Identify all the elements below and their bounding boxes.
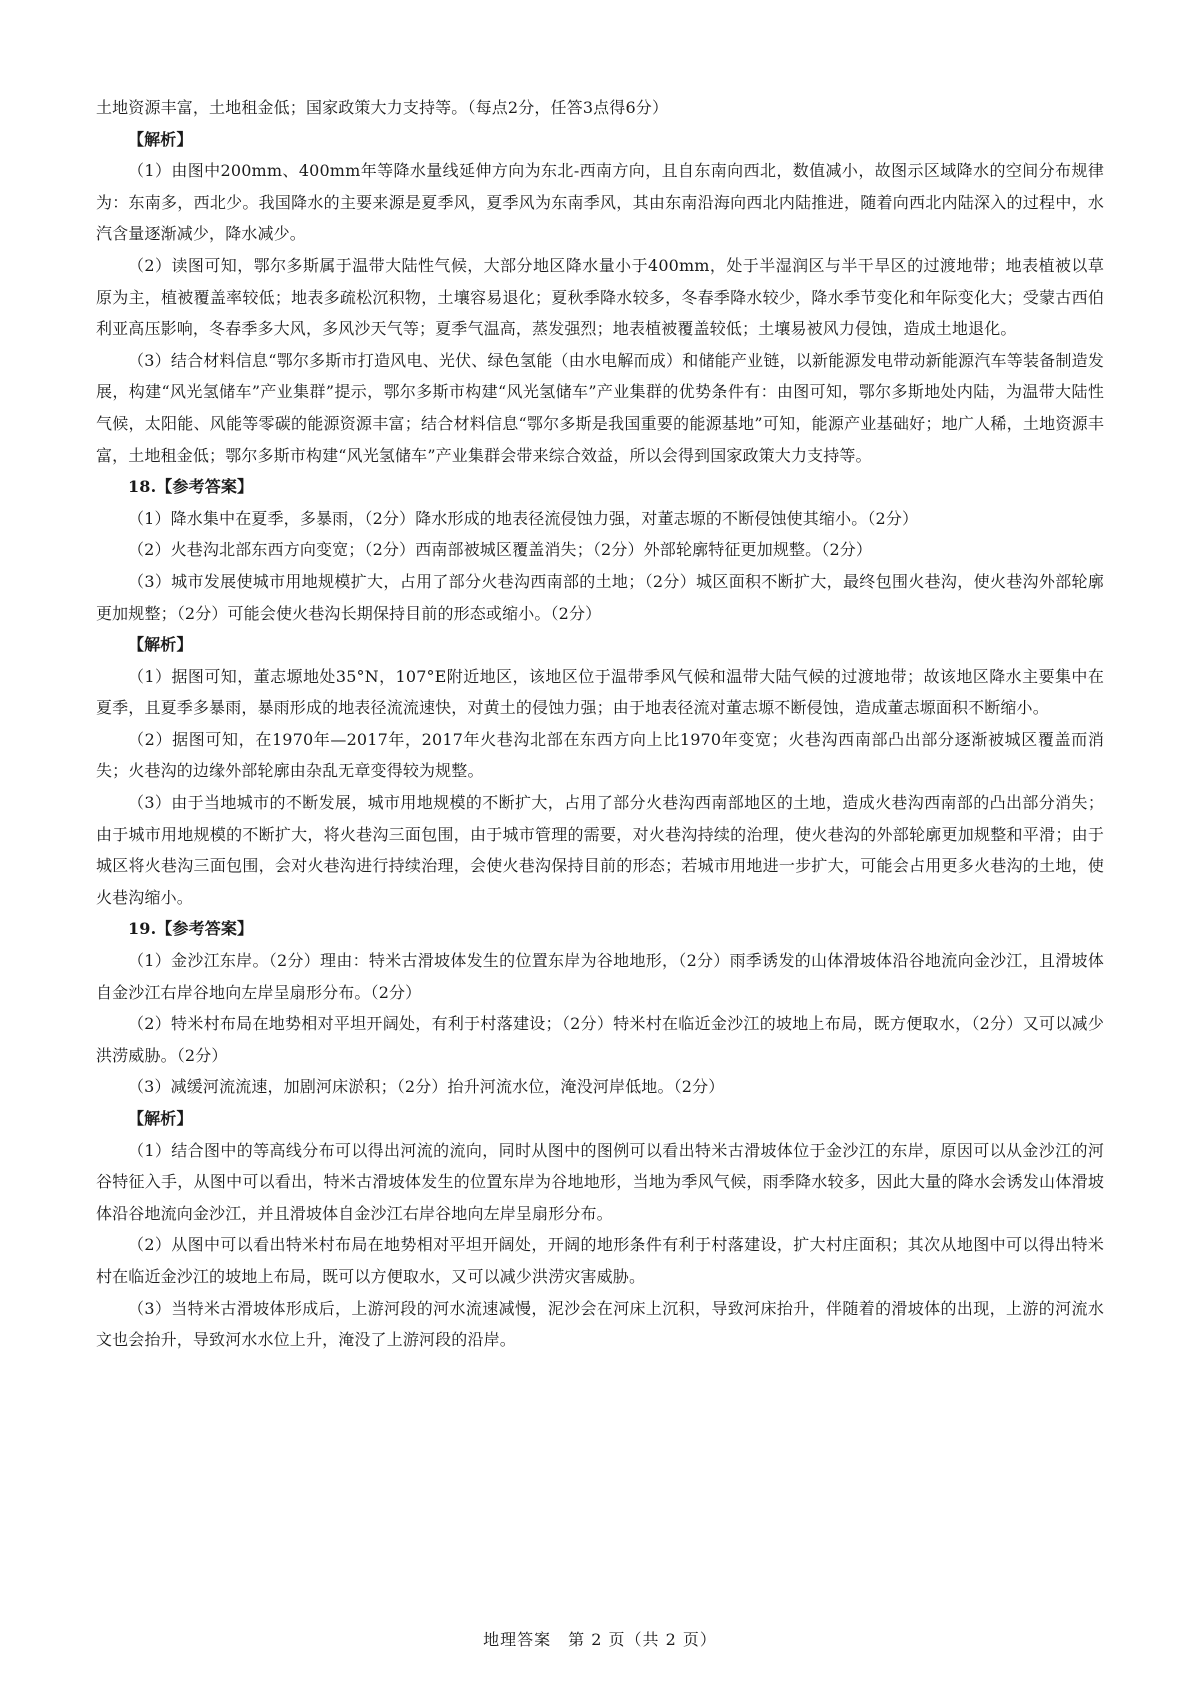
question-18-answer-1: （1）降水集中在夏季，多暴雨，（2分）降水形成的地表径流侵蚀力强，对董志塬的不断侵蚀使其缩小。（2分）: [128, 508, 919, 528]
question-19-analysis-heading: 【解析】: [128, 1109, 193, 1128]
answer-page-body: [96, 92, 1104, 1356]
question-18-answer-2: （2）火巷沟北部东西方向变宽；（2分）西南部被城区覆盖消失；（2分）外部轮廓特征更加规整。（2分）: [128, 540, 873, 560]
page-footer: 地理答案 第 2 页（共 2 页）: [483, 1630, 717, 1649]
question-19-analysis-3: （3）当特米古滑坡体形成后，上游河段的河水流速减慢，泥沙会在河床上沉积，导致河床抬升，伴随着的滑坡体的出现，上游的河流水文也会抬升，导致河水水位上升，淹没了上游河段的沿岸。: [96, 1298, 1104, 1350]
question-19-answer-3: （3）减缓河流流速，加剧河床淤积；（2分）抬升河流水位，淹没河岸低地。（2分）: [128, 1077, 725, 1097]
question-18-analysis-2: （2）据图可知，在1970年—2017年，2017年火巷沟北部在东西方向上比1970年变宽；火巷沟西南部凸出部分逐渐被城区覆盖而消失；火巷沟的边缘外部轮廓由杂乱无章变得较为规整。: [96, 729, 1104, 781]
question-18-analysis-1: （1）据图可知，董志塬地处35°N，107°E附近地区，该地区位于温带季风气候和温带大陆气候的过渡地带；故该地区降水主要集中在夏季，且夏季多暴雨，暴雨形成的地表径流流速快，对黄土的侵蚀力强；由于地表径流对董志塬不断侵蚀，造成董志塬面积不断缩小。: [96, 666, 1104, 718]
question-18-analysis-heading: 【解析】: [128, 635, 193, 655]
analysis-17-part-1: （1）由图中200mm、400mm年等降水量线延伸方向为东北-西南方向，且自东南向西北，数值减小，故图示区域降水的空间分布规律为：东南多，西北少。我国降水的主要来源是夏季风，夏季风为东南季风，其由东南沿海向西北内陆推进，随着向西北内陆深入的过程中，水汽含量逐渐减少，降水减少。: [96, 161, 1104, 244]
question-18-analysis-3: （3）由于当地城市的不断发展，城市用地规模的不断扩大，占用了部分火巷沟西南部地区的土地，造成火巷沟西南部的凸出部分消失；由于城市用地规模的不断扩大，将火巷沟三面包围，由于城市管理的需要，对火巷沟持续的治理，使火巷沟的外部轮廓更加规整和平滑；由于城区将火巷沟三面包围，会对火巷沟进行持续治理，会使火巷沟保持目前的形态；若城市用地进一步扩大，可能会占用更多火巷沟的土地，使火巷沟缩小。: [96, 793, 1104, 907]
intro-paragraph: 土地资源丰富，土地租金低；国家政策大力支持等。（每点2分，任答3点得6分）: [96, 98, 669, 117]
question-19-answer-1: （1）金沙江东岸。（2分）理由：特米古滑坡体发生的位置东岸为谷地地形，（2分）雨季诱发的山体滑坡体沿谷地流向金沙江，且滑坡体自金沙江右岸谷地向左岸呈扇形分布。（2分）: [96, 951, 1104, 1002]
question-19-heading: 19.【参考答案】: [128, 919, 254, 939]
analysis-heading-17: 【解析】: [128, 129, 193, 149]
question-19-analysis-1: （1）结合图中的等高线分布可以得出河流的流向，同时从图中的图例可以看出特米古滑坡体位于金沙江的东岸，原因可以从金沙江的河谷特征入手，从图中可以看出，特米古滑坡体发生的位置东岸为谷地地形，当地为季风气候，雨季降水较多，因此大量的降水会诱发山体滑坡体沿谷地流向金沙江，并且滑坡体自金沙江右岸谷地向左岸呈扇形分布。: [96, 1140, 1104, 1223]
question-19-answer-2: （2）特米村布局在地势相对平坦开阔处，有利于村落建设；（2分）特米村在临近金沙江的坡地上布局，既方便取水，（2分）又可以减少洪涝威胁。（2分）: [96, 1014, 1104, 1065]
question-19-analysis-2: （2）从图中可以看出特米村布局在地势相对平坦开阔处，开阔的地形条件有利于村落建设，扩大村庄面积；其次从地图中可以得出特米村在临近金沙江的坡地上布局，既可以方便取水，又可以减少洪涝灾害威胁。: [96, 1235, 1104, 1286]
analysis-17-part-3: （3）结合材料信息“鄂尔多斯市打造风电、光伏、绿色氢能（由水电解而成）和储能产业链，以新能源发电带动新能源汽车等装备制造发展，构建“风光氢储车”产业集群”提示，鄂尔多斯市构建“风光氢储车”产业集群的优势条件有：由图可知，鄂尔多斯地处内陆，为温带大陆性气候，太阳能、风能等零碳的能源资源丰富；结合材料信息“鄂尔多斯是我国重要的能源基地”可知，能源产业基础好；地广人稀，土地资源丰富，土地租金低；鄂尔多斯市构建“风光氢储车”产业集群会带来综合效益，所以会得到国家政策大力支持等。: [96, 350, 1104, 465]
question-18-answer-3: （3）城市发展使城市用地规模扩大，占用了部分火巷沟西南部的土地；（2分）城区面积不断扩大，最终包围火巷沟，使火巷沟外部轮廓更加规整；（2分）可能会使火巷沟长期保持目前的形态或缩小。（2分）: [96, 571, 1104, 623]
analysis-17-part-2: （2）读图可知，鄂尔多斯属于温带大陆性气候，大部分地区降水量小于400mm，处于半湿润区与半干旱区的过渡地带；地表植被以草原为主，植被覆盖率较低；地表多疏松沉积物，土壤容易退化；夏秋季降水较多，冬春季降水较少，降水季节变化和年际变化大；受蒙古西伯利亚高压影响，冬春季多大风，多风沙天气等；夏季气温高，蒸发强烈；地表植被覆盖较低；土壤易被风力侵蚀，造成土地退化。: [96, 255, 1104, 339]
question-18-heading: 18.【参考答案】: [128, 477, 254, 497]
